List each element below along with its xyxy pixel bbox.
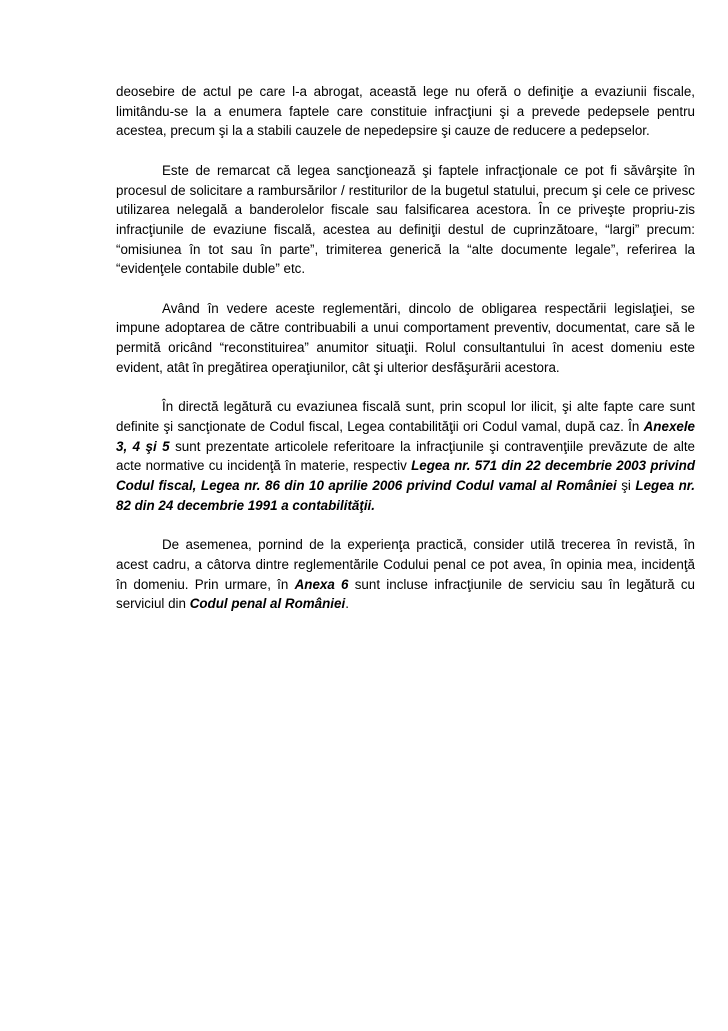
document-page <box>116 82 695 634</box>
code-reference: Codul penal al României <box>189 596 346 612</box>
law-reference: Legea nr. 82 din 24 decembrie 1991 a contabilităţii. <box>116 478 695 513</box>
text-run: şi <box>616 478 636 494</box>
text-run: În directă legătură cu evaziunea fiscală sunt, prin scopul lor ilicit, şi alte fapte care sunt definite şi sancţionate de Codul fiscal, Legea contabilităţii ori Codul vamal, după caz. În <box>116 399 695 434</box>
text-run: . <box>345 596 349 612</box>
text-run: Având în vedere aceste reglementări, dincolo de obligarea respectării legislaţiei, se impune adoptarea de către contribuabili a unui comportament preventiv, documentat, care să le permită oricând “reconstituirea” anumitor situaţii. Rolul consultantului în acest domeniu este evident, atât în pregătirea operaţiunilor, cât şi ulterior desfăşurării acestora. <box>116 300 695 375</box>
paragraph-2 <box>116 161 695 279</box>
law-reference: Legea nr. 571 din 22 decembrie 2003 privind Codul fiscal, Legea nr. 86 din 10 aprilie 2006 privind Codul vamal al României <box>116 458 696 494</box>
paragraph-4 <box>116 397 695 515</box>
paragraph-5 <box>116 535 695 614</box>
paragraph-3 <box>116 299 695 378</box>
paragraph-1 <box>116 82 695 141</box>
text-run: sunt incluse infracţiunile de serviciu sau în legătură cu serviciul din <box>116 576 695 612</box>
text-run: De asemenea, pornind de la experienţa practică, consider utilă trecerea în revistă, în acest cadru, a câtorva dintre reglementările Codului penal ce pot avea, în opinia mea, incidenţă în domeniu. Prin urmare, în <box>116 537 695 592</box>
annex-reference: Anexele 3, 4 şi 5 <box>116 418 695 454</box>
text-run: deosebire de actul pe care l-a abrogat, această lege nu oferă o definiţie a evaziunii fiscale, limitându-se la a enumera faptele care constituie infracţiuni şi a prevede pedepsele pentru acestea, precum şi la a stabili cauzele de nepedepsire şi cauze de reducere a pedepselor. <box>116 84 695 139</box>
text-run: Este de remarcat că legea sancţionează şi faptele infracţionale ce pot fi săvârşite în procesul de solicitare a rambursărilor / restiturilor de la bugetul statului, precum şi cele ce privesc utilizarea nelegală a banderolelor fiscale sau falsificarea acestora. În ce priveşte propriu-zis infracţiunile de evaziune fiscală, acestea au definiţii destul de cuprinzătoare, “largi” precum: “omisiunea în tot sau în parte”, trimiterea generică la “alte documente legale”, referirea la “evidenţele contabile duble” etc. <box>116 162 695 277</box>
text-run: sunt prezentate articolele referitoare la infracţiunile şi contravenţiile prevăzute de alte acte normative cu incidenţă în materie, respectiv <box>116 438 695 474</box>
annex-reference: Anexa 6 <box>294 576 349 592</box>
